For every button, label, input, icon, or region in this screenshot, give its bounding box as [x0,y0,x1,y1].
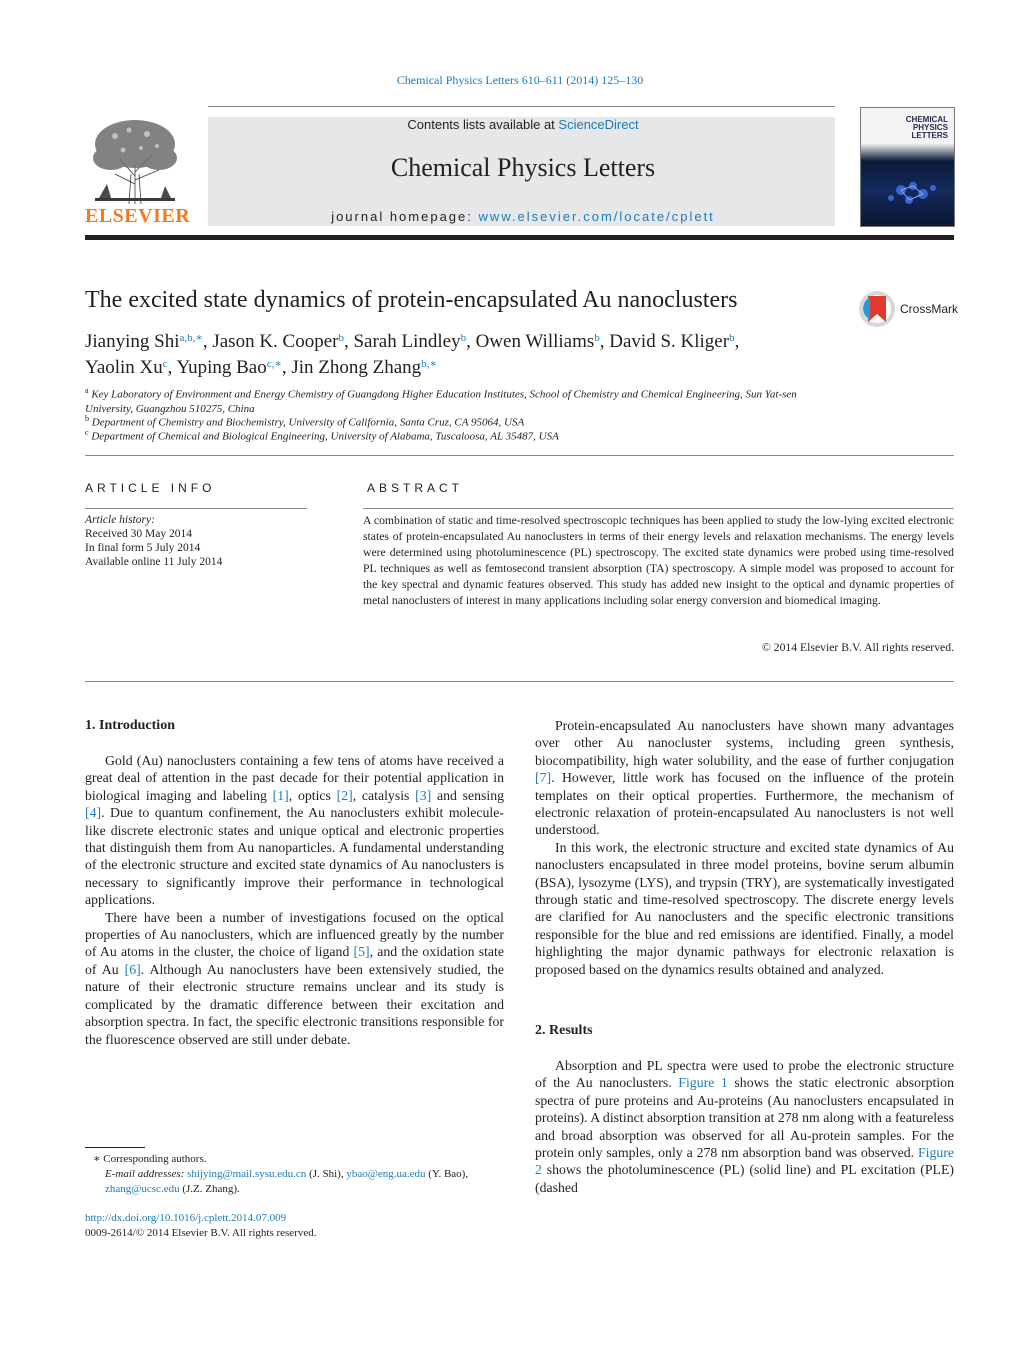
reference-link[interactable]: [3] [415,787,432,803]
abstract-copyright: © 2014 Elsevier B.V. All rights reserved. [761,641,954,654]
contents-line [208,117,838,132]
contents-prefix: Contents lists available at [407,117,559,132]
email-owner: (Y. Bao), [425,1168,469,1180]
history-label: Article history: [85,514,155,526]
section-rule-2 [85,681,954,682]
author-name: Jason K. Cooper [212,331,339,352]
author-name: Sarah Lindley [353,331,461,352]
journal-cover-thumbnail[interactable] [860,107,955,227]
journal-reference[interactable]: Chemical Physics Letters 610–611 (2014) 125–130 [396,73,644,87]
text-run: , optics [288,787,337,803]
article-info-heading: ARTICLE INFO [85,481,216,495]
doi-block [85,1211,505,1241]
author-affiliation-mark[interactable]: c,∗ [266,358,282,370]
text-run: Gold (Au) nanoclusters containing a few tens of atoms have received a great deal of attention in the past decade for their potential application in biological imaging and labeling [85,753,504,803]
author-separator: , [281,357,292,378]
abstract-text: A combination of static and time-resolved spectroscopic techniques has been applied to study the low-lying excited electronic states of protein-encapsulated Au nanoclusters in terms of their energy levels and relaxation mechanisms. The energy levels were determined using photoluminescence (PL) spectroscopy. The excited state dynamics were probed using time-resolved PL techniques as well as femtosecond transient absorption (TA) spectroscopy. A simple model was proposed to account for the key spectral and dynamic features observed. This study has added new insight to the optical and dynamic properties of metal nanoclusters of interest in many applications including solar energy conversion and biomedical imaging. [363,514,954,607]
author-affiliation-mark[interactable]: a,b,∗ [179,332,203,344]
reference-link[interactable]: [4] [85,805,102,821]
author-affiliation-mark[interactable]: b [729,332,735,344]
intro-paragraph-3 [535,717,954,839]
affiliation-text: Key Laboratory of Environment and Energy Chemistry of Guangdong Higher Education Institutes, School of Chemistry and Chemical Engineering, Sun Yat-sen University, Guangzhou 510275, China [85,388,797,415]
cover-molecule-icon [861,108,954,226]
text-run: and sensing [431,787,504,803]
author-name: Owen Williams [475,331,595,352]
email-owner: (J. Shi), [306,1168,347,1180]
introduction-heading: 1. Introduction [85,718,175,733]
text-run: . Due to quantum confinement, the Au nanoclusters exhibit molecule-like discrete electronic states and unique optical and electronic properties that distinguish them from Au nanoparticles. A fundamental understanding of the electronic structure and excited state dynamics of Au nanoclusters is necessary to significantly improve their performance in technological applications. [85,805,504,908]
author-affiliation-mark[interactable]: b,∗ [421,358,437,370]
author-affiliation-mark[interactable]: c [162,358,168,370]
cover-title: CHEMICAL PHYSICS LETTERS [905,115,948,140]
text-run: shows the photoluminescence (PL) (solid line) and PL excitation (PLE) (dashed [535,1162,954,1195]
reference-link[interactable]: Figure 1 [678,1075,728,1091]
author-separator: , [343,331,354,352]
article-history [85,513,307,569]
affiliation-a [85,384,825,416]
corresponding-note: ∗ Corresponding authors. [93,1153,207,1165]
author-affiliation-mark[interactable]: b [460,332,467,344]
author-line-2 [85,353,845,379]
text-run: , catalysis [352,787,416,803]
section-rule [85,455,954,456]
reference-link[interactable]: [1] [272,787,289,803]
email-link[interactable]: shijying@mail.sysu.edu.cn [187,1168,307,1180]
author-name: Yuping Bao [176,357,267,378]
text-run: . Although Au nanoclusters have been extensively studied, the nature of their electronic structure remains unclear and its study is complicated by the dramatic difference between their excitation and absorption spectra. In fact, the specific electronic transitions responsible for the fluorescence observed are still under debate. [85,961,504,1047]
history-received: Received 30 May 2014 [85,528,192,540]
affiliation-mark: b [85,414,89,423]
sciencedirect-link[interactable]: ScienceDirect [558,117,639,132]
author-name: Jin Zhong Zhang [291,357,422,378]
results-column [535,1057,954,1196]
reference-link[interactable]: [5] [353,944,370,960]
email-link[interactable]: ybao@eng.ua.edu [346,1168,426,1180]
header-rule [208,106,835,107]
affiliation-mark: c [85,428,89,437]
author-affiliation-mark[interactable]: b [594,332,600,344]
affiliation-text: Department of Chemistry and Biochemistry, University of California, Santa Cruz, CA 95064, USA [91,416,525,429]
author-name: Jianying Shi [85,331,180,352]
article-info-rule [85,508,307,509]
author-name: Yaolin Xu [85,357,163,378]
author-separator: , [734,331,740,352]
text-run: shows the static electronic absorption spectra of pure proteins and Au-proteins (Au nanoclusters encapsulated in proteins). A distinct absorption transition at 278 nm along with a featureless and broad absorption was observed for all Au-protein samples. For the protein only samples, only a 278 nm absorption band was observed. [535,1075,954,1161]
abstract-rule [363,508,954,509]
author-line-1 [85,327,845,353]
text-run: There have been a number of investigations focused on the optical properties of Au nanoclusters, which are influenced greatly by the number of Au atoms in the cluster, the choice of ligand [85,909,504,960]
elsevier-wordmark: ELSEVIER [85,205,191,227]
abstract-heading: ABSTRACT [367,481,464,495]
homepage-prefix: journal homepage: [331,209,479,224]
email-owner: (J.Z. Zhang). [179,1183,240,1195]
author-list [85,327,845,379]
intro-paragraph-2 [85,909,504,1048]
author-name: David S. Kliger [609,331,730,352]
results-heading: 2. Results [535,1023,593,1038]
left-column [85,752,504,1048]
email-label: E-mail addresses: [105,1168,188,1180]
text-run: In this work, the electronic structure and excited state dynamics of Au nanoclusters encapsulated in three model proteins, bovine serum albumin (BSA), lysozyme (LYS), and trypsin (TRY), are systematically investigated through static and time-resolved spectroscopy. The discrete energy levels are clarified for Au nanoclusters and the specific electronic transitions responsible for the blue and red emissions are identified. Finally, a model highlighting the major dynamic pathways for electronic relaxation is proposed based on the dynamics results obtained and analyzed. [535,839,954,977]
article-title: The excited state dynamics of protein-encapsulated Au nanoclusters [85,287,738,313]
author-separator: , [599,331,610,352]
results-paragraph-1 [535,1057,954,1196]
intro-paragraph-4 [535,839,954,978]
affiliation-mark: a [85,386,89,395]
elsevier-tree-icon [85,114,185,206]
author-separator: , [466,331,476,352]
history-revised: In final form 5 July 2014 [85,542,201,554]
journal-title: Chemical Physics Letters [390,153,656,182]
crossmark-label: CrossMark [900,302,959,316]
author-affiliation-mark[interactable]: b [338,332,344,344]
header-thick-rule [85,235,954,240]
reference-link[interactable]: [6] [124,961,141,977]
crossmark-icon [858,290,896,328]
journal-homepage [208,209,838,224]
homepage-link[interactable]: www.elsevier.com/locate/cplett [478,209,715,224]
doi-link[interactable]: http://dx.doi.org/10.1016/j.cplett.2014.07.009 [85,1212,287,1224]
intro-paragraph-1 [85,752,504,909]
text-run: , and the oxidation state of Au [85,944,505,977]
affiliation-c [85,426,825,444]
footnotes [85,1152,505,1197]
text-run: Absorption and PL spectra were used to probe the electronic structure of the Au nanoclusters. [535,1058,954,1091]
author-separator: , [167,357,177,378]
affiliation-text: Department of Chemical and Biological Engineering, University of Alabama, Tuscaloosa, AL 35487, USA [91,430,559,443]
reference-link[interactable]: Figure 2 [535,1145,954,1178]
email-link[interactable]: zhang@ucsc.edu [105,1183,180,1195]
elsevier-logo[interactable] [85,114,191,228]
issn-line: 0009-2614/© 2014 Elsevier B.V. All rights reserved. [85,1227,317,1239]
text-run: . However, little work has focused on the influence of the protein templates on their optical properties. Furthermore, the mechanism of electronic relaxation of protein-encapsulated Au nanoclusters is not well understood. [535,770,954,838]
reference-link[interactable]: [7] [535,770,552,786]
history-online: Available online 11 July 2014 [85,556,223,568]
text-run: Protein-encapsulated Au nanoclusters have shown many advantages over other Au nanocluster systems, including green synthesis, biocompatibility, high water solubility, and the ease of further conjugation [535,718,954,768]
reference-link[interactable]: [2] [336,787,353,803]
crossmark-badge[interactable] [858,290,958,330]
email-addresses [85,1167,505,1197]
footnote-rule [85,1147,145,1148]
author-separator: , [202,331,213,352]
right-column [535,717,954,978]
